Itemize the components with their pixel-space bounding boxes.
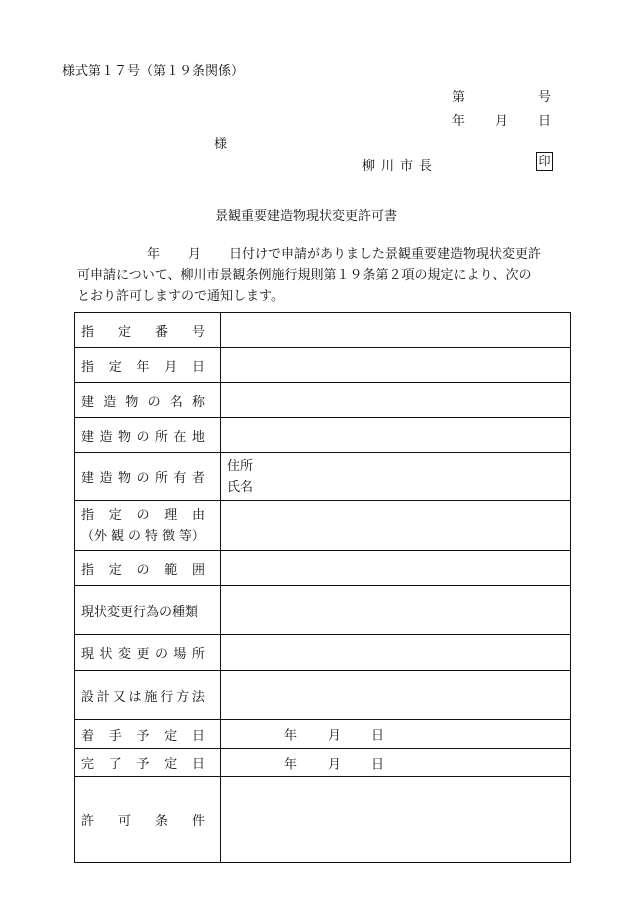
label-char: 定 — [108, 562, 122, 578]
label-char: 観 — [110, 528, 124, 544]
label-char: （外 — [81, 528, 108, 544]
label-char: 方 — [176, 689, 190, 705]
label-char: 指 — [81, 562, 95, 578]
completion-date-year: 年 — [284, 757, 298, 772]
label-char: 者 — [191, 471, 205, 486]
label-char: 了 — [108, 757, 122, 772]
body-line-1 — [77, 244, 577, 265]
body-line-1-rest: 日付けで申請がありました景観重要建造物現状変更許 — [229, 247, 542, 262]
row-start-date — [75, 720, 571, 749]
label-char: 等） — [178, 528, 205, 544]
addressee-suffix: 様 — [214, 137, 228, 152]
label-char: 造 — [103, 394, 117, 410]
label-char: 造 — [99, 471, 113, 486]
label-char: の — [127, 528, 141, 544]
label-char: 特 — [144, 528, 158, 544]
row-building-location — [75, 418, 571, 453]
label-char: 更 — [136, 647, 150, 662]
label-char: 完 — [81, 757, 95, 772]
label-char: 定 — [108, 359, 122, 375]
body-text — [77, 244, 577, 307]
completion-date-month: 月 — [328, 757, 342, 772]
owner-name-label: 氏名 — [227, 479, 254, 495]
label-char: 日 — [191, 757, 205, 772]
label-char: 所 — [154, 429, 168, 445]
label-building-owner — [81, 467, 205, 486]
label-char: 施 — [144, 689, 158, 705]
label-char: 法 — [191, 689, 205, 705]
label-char: 設 — [81, 689, 95, 705]
label-design-method — [81, 686, 205, 705]
issue-date-month: 月 — [495, 114, 509, 129]
label-char: 建 — [81, 429, 95, 445]
field-change-type[interactable] — [221, 586, 571, 635]
field-design-method[interactable] — [221, 671, 571, 720]
label-char: 年 — [136, 359, 150, 375]
start-date-year: 年 — [284, 728, 298, 744]
label-completion-date — [81, 753, 205, 772]
label-char: 称 — [191, 394, 205, 410]
label-char: 現 — [81, 647, 95, 662]
row-building-owner — [75, 453, 571, 501]
row-change-location — [75, 635, 571, 671]
document-number-suffix: 号 — [538, 90, 552, 105]
row-designation-number — [75, 313, 571, 348]
row-completion-date — [75, 749, 571, 777]
document-title: 景観重要建造物現状変更許可書 — [215, 209, 398, 224]
label-char: の — [154, 647, 168, 662]
label-char: 日 — [191, 728, 205, 744]
label-designation-reason — [81, 505, 205, 526]
label-char: の — [136, 429, 150, 445]
label-permit-conditions — [81, 810, 205, 829]
label-char: 範 — [164, 562, 178, 578]
seal-mark: 印 — [536, 152, 553, 171]
row-permit-conditions — [75, 777, 571, 863]
label-change-type: 現状変更行為の種類 — [75, 586, 221, 635]
label-char: の — [147, 394, 161, 410]
label-char: 建 — [81, 471, 95, 486]
owner-address-label: 住所 — [227, 458, 254, 474]
label-char: 指 — [81, 324, 95, 340]
label-char: 予 — [136, 757, 150, 772]
row-building-name — [75, 383, 571, 418]
label-char: は — [128, 689, 142, 705]
body-year: 年 — [147, 247, 161, 262]
field-completion-date[interactable] — [221, 749, 571, 777]
label-building-name — [81, 391, 205, 410]
label-char: の — [136, 471, 150, 486]
body-line-3: とおり許可しますので通知します。 — [77, 289, 284, 304]
label-char: 指 — [81, 359, 95, 375]
label-char: 日 — [191, 359, 205, 375]
row-designation-date — [75, 348, 571, 383]
field-building-owner[interactable] — [221, 453, 571, 501]
label-char: 又 — [112, 689, 126, 705]
label-char: 定 — [108, 507, 122, 523]
label-char: 徴 — [161, 528, 175, 544]
label-char: 物 — [117, 471, 131, 486]
label-char: 在 — [173, 429, 187, 445]
label-char: 可 — [117, 814, 131, 829]
label-char: 状 — [99, 647, 113, 662]
label-designation-reason-note — [81, 526, 205, 547]
field-designation-scope[interactable] — [221, 551, 571, 586]
label-start-date — [81, 725, 205, 744]
label-char: 件 — [191, 814, 205, 829]
field-building-location[interactable] — [221, 418, 571, 453]
label-char: 地 — [191, 429, 205, 445]
field-designation-date[interactable] — [221, 348, 571, 383]
field-designation-reason[interactable] — [221, 501, 571, 551]
completion-date-day: 日 — [371, 757, 385, 772]
label-designation-scope — [81, 559, 205, 578]
label-char: 号 — [191, 324, 205, 340]
field-designation-number[interactable] — [221, 313, 571, 348]
permit-form-table — [74, 312, 571, 863]
document-number-prefix: 第 — [452, 90, 466, 105]
label-building-location — [81, 426, 205, 445]
label-char: 定 — [117, 324, 131, 340]
row-designation-scope — [75, 551, 571, 586]
label-char: 建 — [81, 394, 95, 410]
field-permit-conditions[interactable] — [221, 777, 571, 863]
label-char: 場 — [173, 647, 187, 662]
label-char: 指 — [81, 507, 95, 523]
label-char: 番 — [154, 324, 168, 340]
row-change-type — [75, 586, 571, 635]
row-designation-reason — [75, 501, 571, 551]
start-date-month: 月 — [328, 728, 342, 744]
label-char: 定 — [164, 728, 178, 744]
label-designation-date — [81, 356, 205, 375]
label-char: 名 — [169, 394, 183, 410]
body-line-2: 可申請について、柳川市景観条例施行規則第１９条第２項の規定により、次の — [77, 268, 532, 283]
start-date-day: 日 — [371, 728, 385, 744]
row-design-method — [75, 671, 571, 720]
label-char: 所 — [191, 647, 205, 662]
label-change-location — [81, 643, 205, 662]
label-char: 有 — [173, 471, 187, 486]
label-char: 定 — [164, 757, 178, 772]
label-char: 造 — [99, 429, 113, 445]
label-char: 物 — [117, 429, 131, 445]
label-char: 物 — [125, 394, 139, 410]
label-char: の — [136, 562, 150, 578]
body-month: 月 — [188, 247, 202, 262]
label-char: 計 — [96, 689, 110, 705]
label-char: 変 — [117, 647, 131, 662]
label-char: 行 — [160, 689, 174, 705]
field-start-date[interactable] — [221, 720, 571, 749]
label-char: 条 — [154, 814, 168, 829]
label-char: 囲 — [191, 562, 205, 578]
label-char: 手 — [108, 728, 122, 744]
label-char: 所 — [154, 471, 168, 486]
label-char: 許 — [81, 814, 95, 829]
issue-date-day: 日 — [538, 114, 552, 129]
label-char: 月 — [164, 359, 178, 375]
label-char: 着 — [81, 728, 95, 744]
field-change-location[interactable] — [221, 635, 571, 671]
label-char: 理 — [164, 507, 178, 523]
issuer-name: 柳川市長 — [362, 159, 439, 174]
label-designation-number — [81, 321, 205, 340]
field-building-name[interactable] — [221, 383, 571, 418]
label-char: の — [136, 507, 150, 523]
form-number: 様式第１７号（第１９条関係） — [62, 64, 245, 79]
label-char: 由 — [191, 507, 205, 523]
label-char: 予 — [136, 728, 150, 744]
issue-date-year: 年 — [452, 114, 466, 129]
